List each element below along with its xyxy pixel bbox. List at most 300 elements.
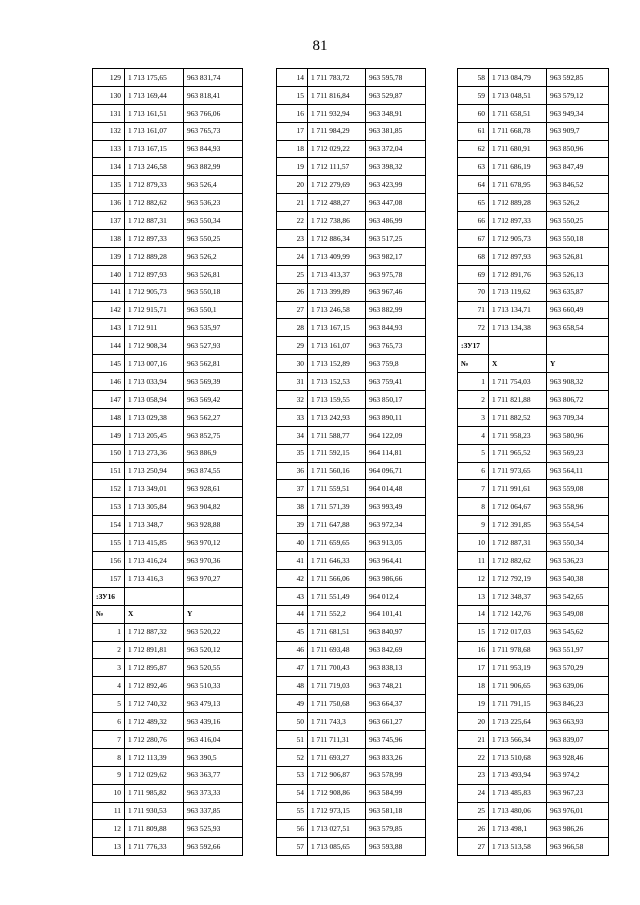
point-number-cell: 61 (458, 122, 489, 140)
x-coordinate-cell: 1 711 958,23 (489, 426, 547, 444)
y-coordinate-cell: 963 986,26 (547, 820, 609, 838)
y-coordinate-cell: 963 831,74 (184, 69, 243, 87)
y-coordinate-cell: 963 570,29 (547, 659, 609, 677)
point-number-cell: 8 (93, 748, 125, 766)
y-coordinate-cell: 963 348,91 (366, 104, 426, 122)
x-coordinate-cell: 1 711 743,3 (308, 713, 366, 731)
column-header-n: № (458, 355, 489, 373)
y-coordinate-cell: 963 550,1 (184, 301, 243, 319)
table-row (458, 212, 609, 230)
y-coordinate-cell: 963 595,78 (366, 69, 426, 87)
point-number-cell: 23 (277, 230, 308, 248)
table-row (458, 301, 609, 319)
y-coordinate-cell: 963 844,93 (366, 319, 426, 337)
table-row (93, 677, 243, 695)
point-number-cell: 19 (458, 695, 489, 713)
y-coordinate-cell: 963 520,12 (184, 641, 243, 659)
point-number-cell: 32 (277, 391, 308, 409)
table-row (458, 104, 609, 122)
x-coordinate-cell: 1 713 167,15 (308, 319, 366, 337)
table-row (93, 641, 243, 659)
page-number: 81 (312, 38, 328, 54)
x-coordinate-cell: 1 713 416,3 (125, 569, 184, 587)
table-row (458, 176, 609, 194)
table-row (277, 462, 426, 480)
x-coordinate-cell: 1 713 510,68 (489, 748, 547, 766)
y-coordinate-cell: 963 551,97 (547, 641, 609, 659)
x-coordinate-cell: 1 711 965,52 (489, 444, 547, 462)
x-coordinate-cell: 1 712 887,32 (125, 623, 184, 641)
table-row (93, 301, 243, 319)
y-coordinate-cell: 963 526,81 (547, 247, 609, 265)
point-number-cell: 6 (93, 713, 125, 731)
x-coordinate-cell: 1 712 886,34 (308, 230, 366, 248)
y-coordinate-cell: 963 562,27 (184, 408, 243, 426)
point-number-cell: 36 (277, 462, 308, 480)
y-coordinate-cell: 963 550,34 (547, 534, 609, 552)
point-number-cell: 28 (277, 319, 308, 337)
y-coordinate-cell: 963 974,2 (547, 766, 609, 784)
x-coordinate-cell: 1 712 889,28 (125, 247, 184, 265)
table-row (277, 480, 426, 498)
empty-cell (125, 587, 184, 605)
table-row (458, 820, 609, 838)
x-coordinate-cell: 1 711 658,51 (489, 104, 547, 122)
table-row (277, 140, 426, 158)
x-coordinate-cell: 1 713 152,89 (308, 355, 366, 373)
column-header-row (458, 355, 609, 373)
x-coordinate-cell: 1 711 588,77 (308, 426, 366, 444)
x-coordinate-cell: 1 711 686,19 (489, 158, 547, 176)
y-coordinate-cell: 963 562,81 (184, 355, 243, 373)
x-coordinate-cell: 1 711 700,43 (308, 659, 366, 677)
x-coordinate-cell: 1 711 750,68 (308, 695, 366, 713)
point-number-cell: 15 (458, 623, 489, 641)
table-row (458, 373, 609, 391)
x-coordinate-cell: 1 713 029,38 (125, 408, 184, 426)
table-row (458, 498, 609, 516)
y-coordinate-cell: 963 663,93 (547, 713, 609, 731)
x-coordinate-cell: 1 711 776,33 (125, 838, 184, 856)
point-number-cell: 1 (458, 373, 489, 391)
point-number-cell: 23 (458, 766, 489, 784)
table-row (277, 659, 426, 677)
table-row (277, 498, 426, 516)
x-coordinate-cell: 1 713 152,53 (308, 373, 366, 391)
point-number-cell: 12 (458, 569, 489, 587)
x-coordinate-cell: 1 711 551,49 (308, 587, 366, 605)
point-number-cell: 41 (277, 552, 308, 570)
y-coordinate-cell: 963 847,49 (547, 158, 609, 176)
table-row (93, 86, 243, 104)
point-number-cell: 143 (93, 319, 125, 337)
x-coordinate-cell: 1 713 399,89 (308, 283, 366, 301)
point-number-cell: 33 (277, 408, 308, 426)
table-row (93, 623, 243, 641)
point-number-cell: 22 (277, 212, 308, 230)
y-coordinate-cell: 963 846,23 (547, 695, 609, 713)
y-coordinate-cell: 963 526,81 (184, 265, 243, 283)
x-coordinate-cell: 1 713 058,94 (125, 391, 184, 409)
y-coordinate-cell: 963 975,78 (366, 265, 426, 283)
table-row (93, 569, 243, 587)
x-coordinate-cell: 1 711 984,29 (308, 122, 366, 140)
point-number-cell: 64 (458, 176, 489, 194)
y-coordinate-cell: 963 593,88 (366, 838, 426, 856)
x-coordinate-cell: 1 713 250,94 (125, 462, 184, 480)
x-coordinate-cell: 1 712 905,73 (489, 230, 547, 248)
table-row (93, 730, 243, 748)
x-coordinate-cell: 1 713 413,37 (308, 265, 366, 283)
table-row (458, 695, 609, 713)
x-coordinate-cell: 1 711 906,65 (489, 677, 547, 695)
table-row (277, 766, 426, 784)
table-row (458, 784, 609, 802)
point-number-cell: 133 (93, 140, 125, 158)
table-row (277, 552, 426, 570)
x-coordinate-cell: 1 712 280,76 (125, 730, 184, 748)
point-number-cell: 50 (277, 713, 308, 731)
y-coordinate-cell: 963 540,38 (547, 569, 609, 587)
y-coordinate-cell: 963 526,2 (184, 247, 243, 265)
y-coordinate-cell: 963 545,62 (547, 623, 609, 641)
point-number-cell: 66 (458, 212, 489, 230)
x-coordinate-cell: 1 712 887,31 (125, 212, 184, 230)
table-row (277, 605, 426, 623)
y-coordinate-cell: 963 982,17 (366, 247, 426, 265)
table-row (93, 426, 243, 444)
y-coordinate-cell: 963 381,85 (366, 122, 426, 140)
empty-cell (184, 587, 243, 605)
table-row (458, 480, 609, 498)
y-coordinate-cell: 963 759,41 (366, 373, 426, 391)
x-coordinate-cell: 1 712 488,27 (308, 194, 366, 212)
x-coordinate-cell: 1 711 571,39 (308, 498, 366, 516)
table-row (458, 69, 609, 87)
point-number-cell: 16 (277, 104, 308, 122)
x-coordinate-cell: 1 712 906,87 (308, 766, 366, 784)
point-number-cell: 68 (458, 247, 489, 265)
point-number-cell: 30 (277, 355, 308, 373)
x-coordinate-cell: 1 713 027,51 (308, 820, 366, 838)
point-number-cell: 145 (93, 355, 125, 373)
point-number-cell: 11 (93, 802, 125, 820)
point-number-cell: 63 (458, 158, 489, 176)
point-number-cell: 44 (277, 605, 308, 623)
y-coordinate-cell: 963 970,27 (184, 569, 243, 587)
x-coordinate-cell: 1 713 415,85 (125, 534, 184, 552)
point-number-cell: 45 (277, 623, 308, 641)
table-row (458, 569, 609, 587)
point-number-cell: 151 (93, 462, 125, 480)
y-coordinate-cell: 964 114,81 (366, 444, 426, 462)
x-coordinate-cell: 1 712 911 (125, 319, 184, 337)
x-coordinate-cell: 1 712 891,76 (489, 265, 547, 283)
y-coordinate-cell: 964 014,48 (366, 480, 426, 498)
y-coordinate-cell: 963 967,23 (547, 784, 609, 802)
point-number-cell: 72 (458, 319, 489, 337)
point-number-cell: 146 (93, 373, 125, 391)
empty-cell (547, 337, 609, 355)
y-coordinate-cell: 963 579,85 (366, 820, 426, 838)
point-number-cell: 154 (93, 516, 125, 534)
y-coordinate-cell: 963 966,58 (547, 838, 609, 856)
y-coordinate-cell: 963 986,66 (366, 569, 426, 587)
x-coordinate-cell: 1 711 711,31 (308, 730, 366, 748)
table-row (458, 677, 609, 695)
x-coordinate-cell: 1 713 084,79 (489, 69, 547, 87)
x-coordinate-cell: 1 711 821,88 (489, 391, 547, 409)
point-number-cell: 55 (277, 802, 308, 820)
point-number-cell: 71 (458, 301, 489, 319)
table-row (93, 176, 243, 194)
x-coordinate-cell: 1 712 887,31 (489, 534, 547, 552)
table-row (277, 247, 426, 265)
x-coordinate-cell: 1 711 932,94 (308, 104, 366, 122)
x-coordinate-cell: 1 713 485,83 (489, 784, 547, 802)
table-row (277, 730, 426, 748)
point-number-cell: 149 (93, 426, 125, 444)
x-coordinate-cell: 1 711 552,2 (308, 605, 366, 623)
y-coordinate-cell: 963 745,96 (366, 730, 426, 748)
y-coordinate-cell: 963 550,18 (184, 283, 243, 301)
y-coordinate-cell: 963 337,85 (184, 802, 243, 820)
y-coordinate-cell: 963 550,25 (547, 212, 609, 230)
table-row (277, 283, 426, 301)
x-coordinate-cell: 1 713 348,7 (125, 516, 184, 534)
point-number-cell: 59 (458, 86, 489, 104)
table-row (93, 462, 243, 480)
point-number-cell: 24 (277, 247, 308, 265)
y-coordinate-cell: 963 949,34 (547, 104, 609, 122)
x-coordinate-cell: 1 713 159,55 (308, 391, 366, 409)
table-row (458, 516, 609, 534)
x-coordinate-cell: 1 711 953,19 (489, 659, 547, 677)
x-coordinate-cell: 1 712 740,32 (125, 695, 184, 713)
x-coordinate-cell: 1 712 973,15 (308, 802, 366, 820)
section-heading-row (93, 587, 243, 605)
x-coordinate-cell: 1 713 242,93 (308, 408, 366, 426)
point-number-cell: 2 (458, 391, 489, 409)
x-coordinate-cell: 1 711 680,91 (489, 140, 547, 158)
table-row (93, 158, 243, 176)
table-row (458, 623, 609, 641)
point-number-cell: 21 (277, 194, 308, 212)
point-number-cell: 1 (93, 623, 125, 641)
y-coordinate-cell: 963 550,18 (547, 230, 609, 248)
table-row (93, 820, 243, 838)
point-number-cell: 3 (458, 408, 489, 426)
table-row (277, 391, 426, 409)
table-row (93, 283, 243, 301)
x-coordinate-cell: 1 712 908,86 (308, 784, 366, 802)
y-coordinate-cell: 963 658,54 (547, 319, 609, 337)
point-number-cell: 147 (93, 391, 125, 409)
point-number-cell: 65 (458, 194, 489, 212)
point-number-cell: 156 (93, 552, 125, 570)
y-coordinate-cell: 963 578,99 (366, 766, 426, 784)
x-coordinate-cell: 1 712 905,73 (125, 283, 184, 301)
point-number-cell: 13 (458, 587, 489, 605)
y-coordinate-cell: 963 882,99 (184, 158, 243, 176)
y-coordinate-cell: 963 581,18 (366, 802, 426, 820)
table-row (458, 140, 609, 158)
x-coordinate-cell: 1 713 305,84 (125, 498, 184, 516)
y-coordinate-cell: 963 439,16 (184, 713, 243, 731)
y-coordinate-cell: 963 904,82 (184, 498, 243, 516)
point-number-cell: 34 (277, 426, 308, 444)
point-number-cell: 26 (458, 820, 489, 838)
point-number-cell: 4 (93, 677, 125, 695)
point-number-cell: 69 (458, 265, 489, 283)
y-coordinate-cell: 963 510,33 (184, 677, 243, 695)
table-row (277, 695, 426, 713)
point-number-cell: 18 (277, 140, 308, 158)
table-row (277, 444, 426, 462)
x-coordinate-cell: 1 712 879,33 (125, 176, 184, 194)
column-header-x: X (489, 355, 547, 373)
table-row (277, 408, 426, 426)
x-coordinate-cell: 1 713 161,07 (308, 337, 366, 355)
point-number-cell: 13 (93, 838, 125, 856)
point-number-cell: 35 (277, 444, 308, 462)
table-row (277, 713, 426, 731)
point-number-cell: 42 (277, 569, 308, 587)
point-number-cell: 5 (93, 695, 125, 713)
point-number-cell: 20 (277, 176, 308, 194)
point-number-cell: 9 (93, 766, 125, 784)
table-row (93, 122, 243, 140)
table-row (93, 319, 243, 337)
point-number-cell: 5 (458, 444, 489, 462)
table-row (458, 802, 609, 820)
table-row (93, 373, 243, 391)
x-coordinate-cell: 1 713 175,65 (125, 69, 184, 87)
y-coordinate-cell: 963 536,23 (184, 194, 243, 212)
x-coordinate-cell: 1 713 134,71 (489, 301, 547, 319)
point-number-cell: 17 (277, 122, 308, 140)
point-number-cell: 8 (458, 498, 489, 516)
point-number-cell: 131 (93, 104, 125, 122)
point-number-cell: 142 (93, 301, 125, 319)
y-coordinate-cell: 963 525,93 (184, 820, 243, 838)
table-row (458, 659, 609, 677)
x-coordinate-cell: 1 712 142,76 (489, 605, 547, 623)
point-number-cell: 51 (277, 730, 308, 748)
table-row (458, 319, 609, 337)
table-row (277, 587, 426, 605)
y-coordinate-cell: 963 542,65 (547, 587, 609, 605)
table-row (277, 230, 426, 248)
y-coordinate-cell: 963 850,17 (366, 391, 426, 409)
y-coordinate-cell: 963 972,34 (366, 516, 426, 534)
y-coordinate-cell: 963 928,88 (184, 516, 243, 534)
point-number-cell: 148 (93, 408, 125, 426)
y-coordinate-cell: 963 536,23 (547, 552, 609, 570)
x-coordinate-cell: 1 713 205,45 (125, 426, 184, 444)
point-number-cell: 7 (458, 480, 489, 498)
table-row (93, 552, 243, 570)
x-coordinate-cell: 1 712 915,71 (125, 301, 184, 319)
point-number-cell: 134 (93, 158, 125, 176)
y-coordinate-cell: 963 759,8 (366, 355, 426, 373)
y-coordinate-cell: 963 398,32 (366, 158, 426, 176)
table-row (93, 516, 243, 534)
table-row (93, 140, 243, 158)
y-coordinate-cell: 963 890,11 (366, 408, 426, 426)
x-coordinate-cell: 1 711 882,52 (489, 408, 547, 426)
y-coordinate-cell: 963 838,13 (366, 659, 426, 677)
x-coordinate-cell: 1 712 891,81 (125, 641, 184, 659)
table-row (277, 426, 426, 444)
x-coordinate-cell: 1 711 754,03 (489, 373, 547, 391)
x-coordinate-cell: 1 711 973,65 (489, 462, 547, 480)
x-coordinate-cell: 1 713 273,36 (125, 444, 184, 462)
y-coordinate-cell: 963 559,08 (547, 480, 609, 498)
y-coordinate-cell: 963 416,04 (184, 730, 243, 748)
table-row (93, 230, 243, 248)
x-coordinate-cell: 1 713 161,07 (125, 122, 184, 140)
x-coordinate-cell: 1 713 349,01 (125, 480, 184, 498)
y-coordinate-cell: 963 520,55 (184, 659, 243, 677)
table-row (458, 462, 609, 480)
y-coordinate-cell: 963 569,39 (184, 373, 243, 391)
point-number-cell: 132 (93, 122, 125, 140)
table-row (277, 194, 426, 212)
x-coordinate-cell: 1 713 048,51 (489, 86, 547, 104)
y-coordinate-cell: 963 363,77 (184, 766, 243, 784)
point-number-cell: 40 (277, 534, 308, 552)
point-number-cell: 135 (93, 176, 125, 194)
point-number-cell: 60 (458, 104, 489, 122)
y-coordinate-cell: 963 660,49 (547, 301, 609, 319)
point-number-cell: 10 (458, 534, 489, 552)
point-number-cell: 52 (277, 748, 308, 766)
x-coordinate-cell: 1 712 064,67 (489, 498, 547, 516)
point-number-cell: 6 (458, 462, 489, 480)
table-row (277, 69, 426, 87)
point-number-cell: 12 (93, 820, 125, 838)
y-coordinate-cell: 963 842,69 (366, 641, 426, 659)
y-coordinate-cell: 963 592,66 (184, 838, 243, 856)
y-coordinate-cell: 963 554,54 (547, 516, 609, 534)
table-row (93, 784, 243, 802)
x-coordinate-cell: 1 713 246,58 (308, 301, 366, 319)
table-row (277, 623, 426, 641)
table-row (458, 713, 609, 731)
point-number-cell: 38 (277, 498, 308, 516)
table-row (93, 337, 243, 355)
empty-cell (489, 337, 547, 355)
table-row (93, 766, 243, 784)
y-coordinate-cell: 963 479,13 (184, 695, 243, 713)
point-number-cell: 17 (458, 659, 489, 677)
point-number-cell: 47 (277, 659, 308, 677)
point-number-cell: 157 (93, 569, 125, 587)
point-number-cell: 27 (277, 301, 308, 319)
x-coordinate-cell: 1 711 693,48 (308, 641, 366, 659)
x-coordinate-cell: 1 711 991,61 (489, 480, 547, 498)
x-coordinate-cell: 1 713 169,44 (125, 86, 184, 104)
y-coordinate-cell: 963 664,37 (366, 695, 426, 713)
y-coordinate-cell: 963 529,87 (366, 86, 426, 104)
point-number-cell: 20 (458, 713, 489, 731)
table-row (93, 247, 243, 265)
point-number-cell: 58 (458, 69, 489, 87)
y-coordinate-cell: 963 569,42 (184, 391, 243, 409)
point-number-cell: 153 (93, 498, 125, 516)
x-coordinate-cell: 1 712 113,39 (125, 748, 184, 766)
